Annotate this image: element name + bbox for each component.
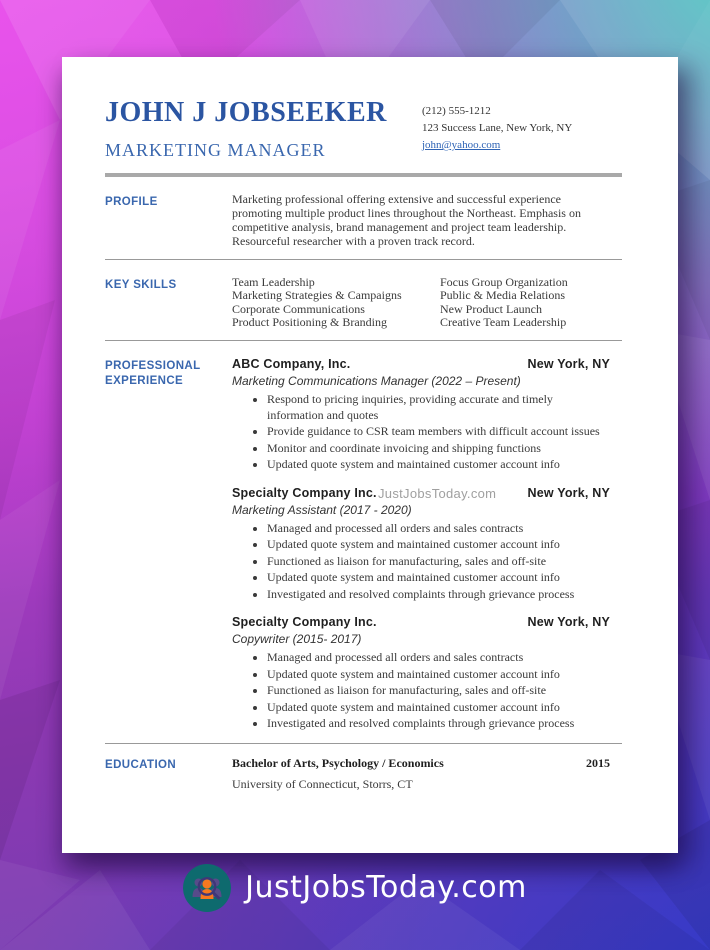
name-block (105, 97, 387, 161)
bullet-item: • Updated quote system and maintained customer account info (267, 457, 610, 473)
skill-item: New Product Launch (440, 301, 542, 316)
skill-item: Product Positioning & Branding (232, 315, 388, 330)
email-link[interactable]: john@yahoo.com (422, 139, 501, 151)
candidate-name: JOHN J JOBSEEKER (105, 97, 387, 128)
bullet-item: • Monitor and coordinate invoicing and shipping functions (267, 441, 610, 457)
job-entry-3 (232, 615, 610, 732)
bullet-item: • Functioned as liaison for manufacturing, sales and off-site (267, 554, 610, 570)
job-location: New York, NY (527, 615, 610, 629)
bullet-item: • Managed and processed all orders and sales contracts (267, 650, 610, 666)
brand-name: JustJobsToday.com (245, 870, 527, 905)
job-role: Marketing Assistant (2017 - 2020) (232, 502, 412, 517)
bullet-item: • Managed and processed all orders and sales contracts (267, 521, 610, 537)
job-role: Marketing Communications Manager (2022 – Present) (232, 374, 521, 388)
company-name: ABC Company, Inc. (232, 357, 351, 371)
bullet-item: • Updated quote system and maintained customer account info (267, 570, 610, 586)
job-location: New York, NY (527, 485, 610, 500)
resume-page (62, 57, 678, 853)
skill-item: Focus Group Organization (440, 274, 568, 289)
job-location: New York, NY (527, 357, 610, 371)
street-address: 123 Success Lane, New York, NY (422, 122, 573, 134)
bullet-item: • Updated quote system and maintained customer account info (267, 700, 610, 716)
skills-column-1 (232, 276, 440, 330)
skill-item: Creative Team Leadership (440, 315, 567, 330)
education-label: EDUCATION (105, 758, 177, 771)
degree-name: Bachelor of Arts, Psychology / Economics (232, 755, 444, 770)
experience-label: PROFESSIONAL EXPERIENCE (105, 360, 201, 387)
profile-section (105, 177, 622, 260)
job-bullets (232, 392, 610, 473)
contact-block (422, 97, 622, 161)
job-entry-2 (232, 486, 610, 603)
school-name: University of Connecticut, Storrs, CT (232, 776, 413, 791)
skill-item: Corporate Communications (232, 301, 365, 316)
phone-number: (212) 555-1212 (422, 105, 491, 117)
justjobstoday-logo-icon (183, 864, 231, 912)
bullet-item: • Investigated and resolved complaints through grievance process (267, 587, 610, 603)
company-name: Specialty Company Inc. (232, 485, 377, 500)
key-skills-section (105, 260, 622, 341)
bullet-item: • Provide guidance to CSR team members with difficult account issues (267, 424, 610, 440)
skill-item: Team Leadership (232, 274, 315, 289)
job-bullets (232, 650, 610, 732)
skill-item: Marketing Strategies & Campaigns (232, 288, 402, 303)
skill-item: Public & Media Relations (440, 288, 565, 303)
company-name: Specialty Company Inc. (232, 615, 377, 629)
bullet-item: • Functioned as liaison for manufacturing, sales and off-site (267, 683, 610, 699)
resume-header (105, 97, 622, 161)
profile-text: Marketing professional offering extensive and successful experience promoting multiple product lines throughout the Northeast. Emphasis on competitive analysis, brand management and project team leadership. Resourceful researcher with a proven track record. (232, 192, 581, 248)
bullet-item: • Updated quote system and maintained customer account info (267, 667, 610, 683)
key-skills-label: KEY SKILLS (105, 278, 177, 291)
graduation-year: 2015 (586, 755, 610, 770)
site-watermark: JustJobsToday.com (378, 485, 497, 501)
candidate-title: MARKETING MANAGER (105, 140, 326, 160)
bullet-item: • Updated quote system and maintained customer account info (267, 537, 610, 553)
skills-column-2 (440, 276, 568, 330)
bullet-item: • Respond to pricing inquiries, providing accurate and timely information and quotes (267, 392, 610, 423)
experience-section (105, 341, 622, 744)
bullet-item: • Investigated and resolved complaints through grievance process (267, 716, 610, 732)
job-role: Copywriter (2015- 2017) (232, 632, 362, 646)
brand-footer (0, 864, 710, 912)
profile-label: PROFILE (105, 196, 158, 208)
education-section (105, 744, 622, 802)
job-bullets (232, 521, 610, 603)
job-entry-1 (232, 357, 610, 473)
